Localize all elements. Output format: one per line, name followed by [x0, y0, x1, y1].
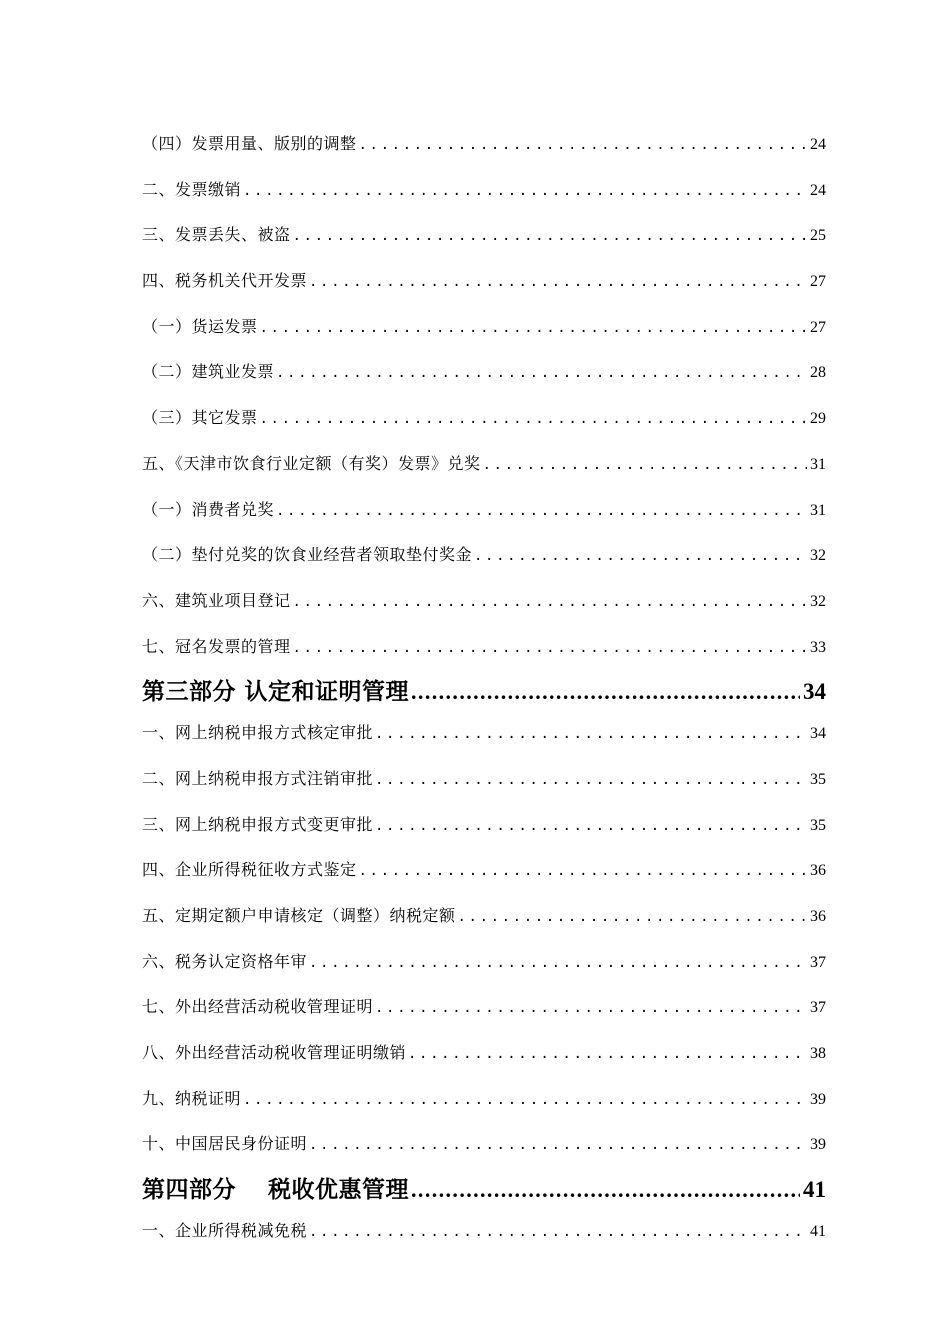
- toc-entry[interactable]: [142, 997, 826, 1018]
- toc-page-number: 32: [810, 547, 826, 565]
- toc-dot-leader: [309, 953, 807, 973]
- toc-dot-leader: [309, 272, 807, 292]
- toc-entry[interactable]: [142, 271, 826, 292]
- toc-entry-label: 六、税务认定资格年审: [142, 951, 308, 971]
- toc-dot-leader: [474, 546, 807, 566]
- toc-entry[interactable]: [142, 860, 826, 881]
- toc-page-number: 32: [810, 592, 826, 610]
- toc-page-number: 27: [810, 273, 826, 291]
- toc-entry[interactable]: [142, 906, 826, 927]
- toc-entry[interactable]: [142, 1089, 826, 1110]
- toc-entry-label: （一）消费者兑奖: [142, 499, 275, 519]
- toc-dot-leader: [243, 181, 807, 201]
- toc-dot-leader: [243, 1090, 807, 1110]
- toc-dot-leader: [458, 907, 807, 927]
- toc-page-number: 31: [810, 455, 826, 473]
- toc-page-number: 35: [810, 770, 826, 788]
- toc-page-number: 33: [810, 638, 826, 656]
- toc-page-number: 34: [810, 725, 826, 743]
- toc-page-number: 27: [810, 318, 826, 336]
- toc-dot-leader: [276, 501, 807, 521]
- toc-entry[interactable]: [142, 637, 826, 658]
- toc-entry[interactable]: [142, 408, 826, 429]
- toc-entry[interactable]: [142, 545, 826, 566]
- toc-dot-leader: [375, 770, 807, 790]
- toc-dot-leader: [309, 1222, 807, 1242]
- toc-entry-label: 一、企业所得税减免税: [142, 1221, 308, 1241]
- toc-page-number: 39: [810, 1136, 826, 1154]
- toc-dot-leader: [411, 1176, 800, 1204]
- toc-dot-leader: [359, 135, 807, 155]
- toc-page-number: 24: [810, 181, 826, 199]
- toc-page-number: 39: [810, 1090, 826, 1108]
- toc-page-number: 37: [810, 953, 826, 971]
- toc-entry[interactable]: [142, 952, 826, 973]
- toc-dot-leader: [408, 1044, 807, 1064]
- toc-entry[interactable]: [142, 1134, 826, 1155]
- toc-dot-leader: [483, 455, 807, 475]
- toc-entry-label: 十、中国居民身份证明: [142, 1134, 308, 1154]
- toc-entry-label: 三、网上纳税申报方式变更审批: [142, 814, 374, 834]
- toc-entry-label: 一、网上纳税申报方式核定审批: [142, 723, 374, 743]
- toc-dot-leader: [309, 1135, 807, 1155]
- toc-entry-label: （一）货运发票: [142, 316, 258, 336]
- toc-entry-label: 六、建筑业项目登记: [142, 590, 291, 610]
- toc-entry-label: 第四部分 税收优惠管理: [142, 1176, 410, 1204]
- toc-entry-label: （二）垫付兑奖的饮食业经营者领取垫付奖金: [142, 545, 473, 565]
- toc-entry-label: 八、外出经营活动税收管理证明缴销: [142, 1043, 407, 1063]
- toc-page-number: 29: [810, 410, 826, 428]
- toc-entry[interactable]: [142, 362, 826, 383]
- toc-dot-leader: [293, 638, 807, 658]
- toc-entry-label: 五、《天津市饮食行业定额（有奖）发票》兑奖: [142, 453, 481, 473]
- toc-entry[interactable]: [142, 500, 826, 521]
- toc-entry[interactable]: [142, 769, 826, 790]
- toc-entry-label: 九、纳税证明: [142, 1088, 242, 1108]
- toc-entry[interactable]: [142, 1043, 826, 1064]
- toc-entry[interactable]: [142, 225, 826, 246]
- toc-dot-leader: [375, 998, 807, 1018]
- toc-entry-label: 二、网上纳税申报方式注销审批: [142, 768, 374, 788]
- table-of-contents: [142, 134, 826, 1267]
- toc-page-number: 37: [810, 999, 826, 1017]
- toc-entry-label: （三）其它发票: [142, 408, 258, 428]
- toc-entry[interactable]: [142, 1221, 826, 1242]
- toc-dot-leader: [411, 678, 800, 706]
- toc-page-number: 24: [810, 136, 826, 153]
- toc-page-number: 28: [810, 364, 826, 382]
- toc-dot-leader: [276, 363, 807, 383]
- toc-entry-label: 七、冠名发票的管理: [142, 636, 291, 656]
- toc-page-number: 34: [803, 679, 826, 705]
- toc-entry-label: （四）发票用量、版别的调整: [142, 134, 357, 153]
- toc-dot-leader: [359, 861, 807, 881]
- toc-entry-label: 四、税务机关代开发票: [142, 271, 308, 291]
- toc-entry-label: 五、定期定额户申请核定（调整）纳税定额: [142, 906, 456, 925]
- toc-entry-label: 二、发票缴销: [142, 179, 242, 199]
- toc-entry[interactable]: [142, 317, 826, 338]
- toc-entry[interactable]: [142, 723, 826, 744]
- toc-page-number: 35: [810, 816, 826, 834]
- toc-page-number: 25: [810, 227, 826, 245]
- toc-entry[interactable]: [142, 134, 826, 155]
- toc-entry-label: 第三部分 认定和证明管理: [142, 678, 410, 706]
- toc-dot-leader: [260, 318, 807, 338]
- toc-dot-leader: [293, 226, 807, 246]
- toc-part-heading[interactable]: [142, 678, 826, 706]
- toc-entry-label: 三、发票丢失、被盗: [142, 225, 291, 245]
- toc-entry-label: 七、外出经营活动税收管理证明: [142, 997, 374, 1017]
- toc-entry[interactable]: [142, 591, 826, 612]
- toc-dot-leader: [293, 592, 807, 612]
- toc-page-number: 36: [810, 908, 826, 925]
- toc-dot-leader: [375, 816, 807, 836]
- toc-entry[interactable]: [142, 180, 826, 201]
- toc-part-heading[interactable]: [142, 1176, 826, 1204]
- toc-entry[interactable]: [142, 454, 826, 475]
- toc-page-number: 38: [810, 1045, 826, 1063]
- toc-entry[interactable]: [142, 815, 826, 836]
- toc-entry-label: （二）建筑业发票: [142, 362, 275, 382]
- toc-page-number: 41: [810, 1223, 826, 1241]
- toc-page-number: 36: [810, 862, 826, 880]
- toc-page-number: 31: [810, 501, 826, 519]
- toc-dot-leader: [260, 409, 807, 429]
- toc-page-number: 41: [803, 1177, 826, 1203]
- toc-dot-leader: [375, 724, 807, 744]
- toc-entry-label: 四、企业所得税征收方式鉴定: [142, 860, 357, 880]
